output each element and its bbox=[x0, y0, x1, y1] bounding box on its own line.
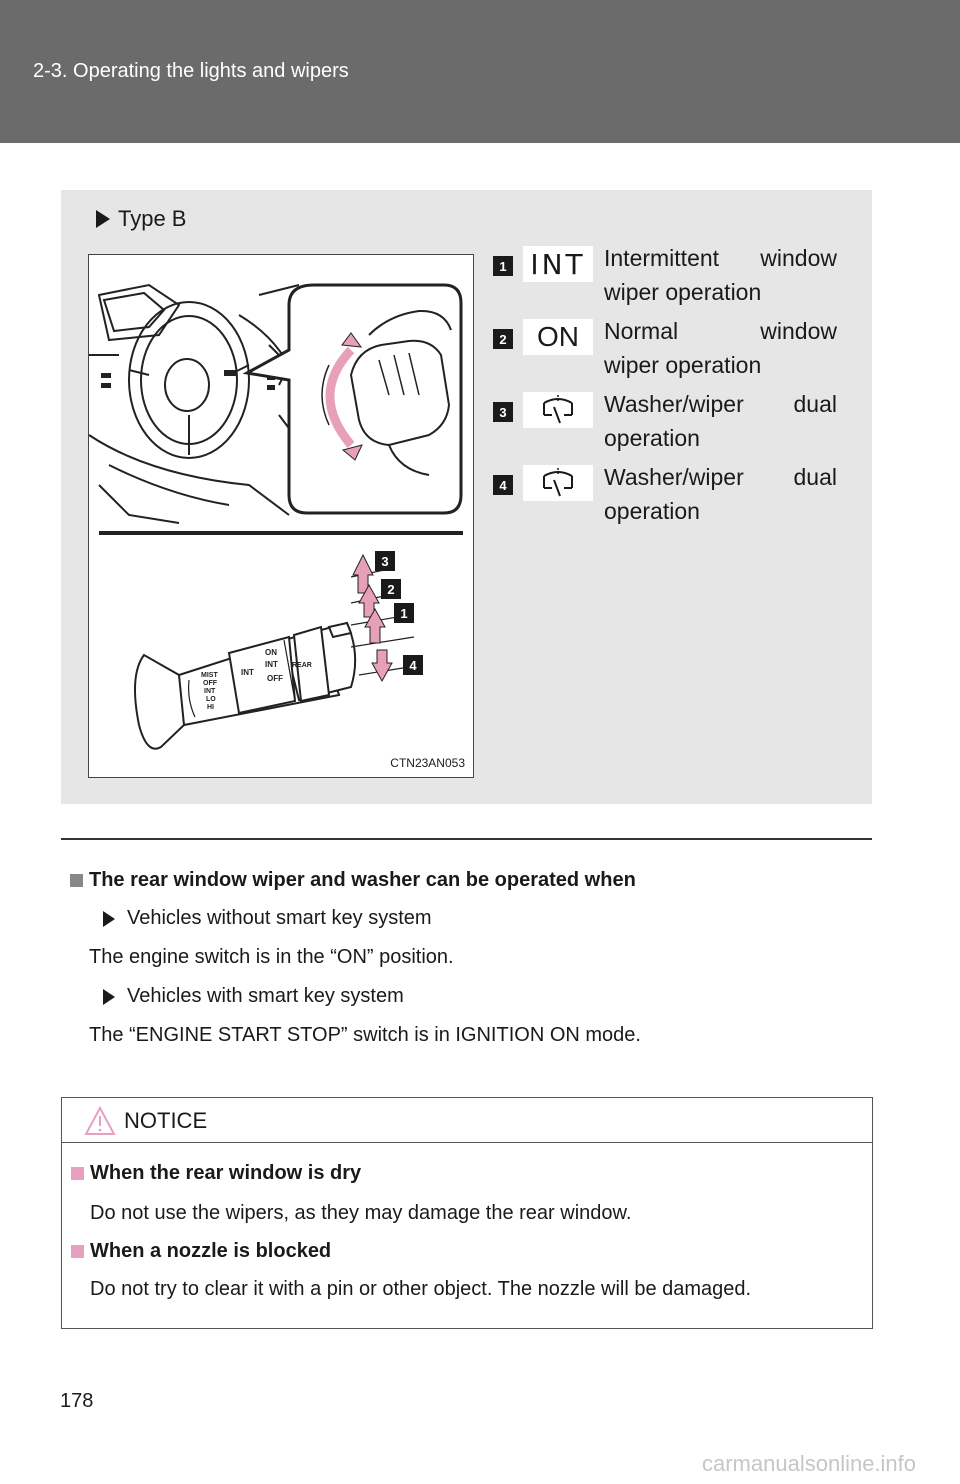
notice-header bbox=[62, 1098, 872, 1143]
lever-label-hi: HI bbox=[207, 704, 214, 711]
illustration-drawing bbox=[89, 255, 473, 777]
legend-line: operation bbox=[604, 498, 700, 524]
callout-3 bbox=[375, 551, 395, 571]
square-bullet-icon bbox=[70, 874, 83, 887]
subcondition-1 bbox=[103, 907, 432, 930]
on-symbol: ON bbox=[523, 319, 593, 355]
notice-item-text: Do not try to clear it with a pin or other object. The nozzle will be damaged. bbox=[90, 1278, 752, 1300]
notice-heading-text: When the rear window is dry bbox=[90, 1162, 362, 1184]
legend-word: window bbox=[760, 318, 837, 344]
lever-label-lo: LO bbox=[206, 696, 216, 703]
washer-wiper-icon bbox=[523, 465, 593, 501]
notice-item-heading bbox=[71, 1162, 361, 1185]
warning-triangle-icon bbox=[84, 1106, 116, 1136]
legend-number: 4 bbox=[493, 475, 513, 495]
lever-label-int2: INT bbox=[265, 660, 278, 669]
page-number: 178 bbox=[60, 1390, 94, 1412]
header-title: 2-3. Operating the lights and wipers bbox=[33, 60, 349, 82]
callout-4 bbox=[403, 655, 423, 675]
lever-label-rear: REAR bbox=[292, 662, 312, 669]
notice-box bbox=[61, 1097, 873, 1329]
square-bullet-icon bbox=[71, 1245, 84, 1258]
legend-text bbox=[604, 314, 837, 382]
page-header bbox=[0, 0, 960, 143]
legend-item-2 bbox=[493, 319, 843, 389]
notice-item-heading bbox=[71, 1240, 331, 1263]
lever-label-off: OFF bbox=[203, 680, 217, 687]
svg-text:4: 4 bbox=[409, 658, 417, 673]
legend-item-3 bbox=[493, 392, 843, 462]
washer-wiper-icon bbox=[523, 392, 593, 428]
triangle-bullet-icon bbox=[103, 989, 115, 1005]
wiper-lever-illustration bbox=[88, 254, 474, 778]
lever-label-off2: OFF bbox=[267, 674, 283, 683]
triangle-bullet-icon bbox=[103, 911, 115, 927]
legend-word: Washer/wiper bbox=[604, 391, 744, 417]
footer-watermark[interactable]: carmanualsonline.info bbox=[702, 1451, 917, 1476]
legend-number: 2 bbox=[493, 329, 513, 349]
section-heading bbox=[70, 869, 636, 892]
legend-number: 1 bbox=[493, 256, 513, 276]
legend-number: 3 bbox=[493, 402, 513, 422]
legend-word: Intermittent bbox=[604, 245, 720, 271]
type-label-text: Type B bbox=[118, 206, 187, 231]
lever-label-on: ON bbox=[265, 648, 277, 657]
paragraph-2: The “ENGINE START STOP” switch is in IGNITION ON mode. bbox=[89, 1024, 641, 1046]
notice-title: NOTICE bbox=[124, 1108, 208, 1133]
paragraph-1: The engine switch is in the “ON” position. bbox=[89, 946, 454, 968]
legend-word: Normal bbox=[604, 318, 679, 344]
svg-text:1: 1 bbox=[400, 606, 408, 621]
legend-item-1 bbox=[493, 246, 843, 316]
legend-text bbox=[604, 241, 837, 309]
legend-text bbox=[604, 460, 837, 528]
square-bullet-icon bbox=[71, 1167, 84, 1180]
legend-line: wiper operation bbox=[604, 279, 762, 305]
section-divider bbox=[61, 838, 872, 840]
legend-item-4 bbox=[493, 465, 843, 535]
callout-2 bbox=[381, 579, 401, 599]
legend-text bbox=[604, 387, 837, 455]
subcondition-2 bbox=[103, 985, 404, 1008]
legend-word: window bbox=[760, 245, 837, 271]
notice-heading-text: When a nozzle is blocked bbox=[90, 1240, 332, 1262]
section-heading-text: The rear window wiper and washer can be operated when bbox=[89, 869, 636, 891]
lever-label-int3: INT bbox=[241, 668, 254, 677]
int-symbol: INT bbox=[523, 246, 593, 282]
legend-word: dual bbox=[793, 391, 837, 417]
legend-line: wiper operation bbox=[604, 352, 762, 378]
subcondition-text: Vehicles with smart key system bbox=[127, 985, 404, 1007]
illustration-code: CTN23AN053 bbox=[390, 756, 465, 770]
legend-word: dual bbox=[793, 464, 837, 490]
lever-label-int: INT bbox=[204, 688, 216, 695]
subcondition-text: Vehicles without smart key system bbox=[127, 907, 432, 929]
type-label bbox=[96, 206, 186, 232]
legend-word: Washer/wiper bbox=[604, 464, 744, 490]
triangle-bullet-icon bbox=[96, 210, 110, 228]
notice-item-text: Do not use the wipers, as they may damage the rear window. bbox=[90, 1202, 632, 1224]
callout-1 bbox=[394, 603, 414, 623]
svg-text:3: 3 bbox=[381, 554, 389, 569]
legend-line: operation bbox=[604, 425, 700, 451]
svg-text:2: 2 bbox=[387, 582, 395, 597]
lever-label-mist: MIST bbox=[201, 672, 218, 679]
